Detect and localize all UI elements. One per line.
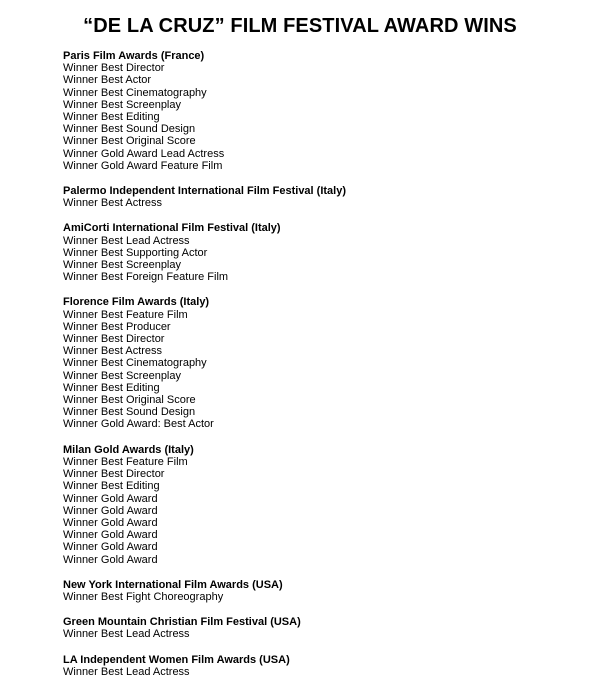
award-item: Winner Best Lead Actress xyxy=(63,234,190,247)
award-item: Winner Gold Award xyxy=(63,516,158,529)
award-item: Winner Gold Award xyxy=(63,553,158,566)
festival-section xyxy=(63,296,593,430)
award-list xyxy=(63,666,593,678)
award-item: Winner Best Feature Film xyxy=(63,308,188,321)
award-item: Winner Gold Award: Best Actor xyxy=(63,418,214,431)
festival-name: Green Mountain Christian Film Festival (USA) xyxy=(63,616,301,629)
award-item: Winner Gold Award Lead Actress xyxy=(63,147,225,160)
award-item: Winner Best Actress xyxy=(63,345,163,358)
festival-name: LA Independent Women Film Awards (USA) xyxy=(63,653,290,666)
award-item: Winner Best Lead Actress xyxy=(63,665,190,678)
award-item: Winner Best Foreign Feature Film xyxy=(63,271,229,284)
award-item: Winner Best Actress xyxy=(63,197,163,210)
award-list xyxy=(63,456,593,566)
award-item: Winner Best Lead Actress xyxy=(63,628,190,641)
page-title: “DE LA CRUZ” FILM FESTIVAL AWARD WINS xyxy=(83,15,517,37)
festival-name: Palermo Independent International Film Festival (Italy) xyxy=(63,185,346,198)
award-item: Winner Best Original Score xyxy=(63,394,196,407)
award-item: Winner Best Screenplay xyxy=(63,369,181,382)
award-item: Winner Best Sound Design xyxy=(63,123,196,136)
award-item: Winner Gold Award xyxy=(63,529,158,542)
award-item: Winner Gold Award Feature Film xyxy=(63,159,223,172)
award-list xyxy=(63,197,593,209)
festival-section xyxy=(63,185,593,209)
award-item: Winner Gold Award xyxy=(63,492,158,505)
festival-name: Milan Gold Awards (Italy) xyxy=(63,443,194,456)
festival-section xyxy=(63,222,593,283)
festival-name: AmiCorti International Film Festival (Italy) xyxy=(63,222,281,235)
award-list xyxy=(63,62,593,172)
award-item: Winner Best Cinematography xyxy=(63,86,207,99)
award-item: Winner Best Supporting Actor xyxy=(63,246,208,259)
award-item: Winner Best Director xyxy=(63,62,165,75)
award-item: Winner Best Editing xyxy=(63,480,160,493)
award-item: Winner Best Feature Film xyxy=(63,455,188,468)
award-item: Winner Best Editing xyxy=(63,111,160,124)
award-item: Winner Best Original Score xyxy=(63,135,196,148)
award-list xyxy=(63,591,593,603)
award-item: Winner Best Editing xyxy=(63,381,160,394)
award-list xyxy=(63,309,593,431)
festival-name: Paris Film Awards (France) xyxy=(63,50,205,62)
festival-list xyxy=(63,50,593,691)
festival-section xyxy=(63,616,593,640)
festival-name: Florence Film Awards (Italy) xyxy=(63,296,210,309)
award-item: Winner Best Director xyxy=(63,333,165,346)
award-item: Winner Best Fight Choreography xyxy=(63,590,224,603)
festival-name: New York International Film Awards (USA) xyxy=(63,578,283,591)
award-item: Winner Gold Award xyxy=(63,541,158,554)
award-item: Winner Best Screenplay xyxy=(63,259,181,272)
award-list xyxy=(63,628,593,640)
award-item: Winner Best Director xyxy=(63,468,165,481)
festival-section xyxy=(63,444,593,566)
festival-section xyxy=(63,654,593,678)
award-list xyxy=(63,235,593,284)
award-item: Winner Gold Award xyxy=(63,504,158,517)
award-item: Winner Best Screenplay xyxy=(63,98,181,111)
festival-section xyxy=(63,50,593,172)
award-item: Winner Best Sound Design xyxy=(63,406,196,419)
award-item: Winner Best Producer xyxy=(63,320,171,333)
award-item: Winner Best Actor xyxy=(63,74,152,87)
award-item: Winner Best Cinematography xyxy=(63,357,207,370)
festival-section xyxy=(63,579,593,603)
